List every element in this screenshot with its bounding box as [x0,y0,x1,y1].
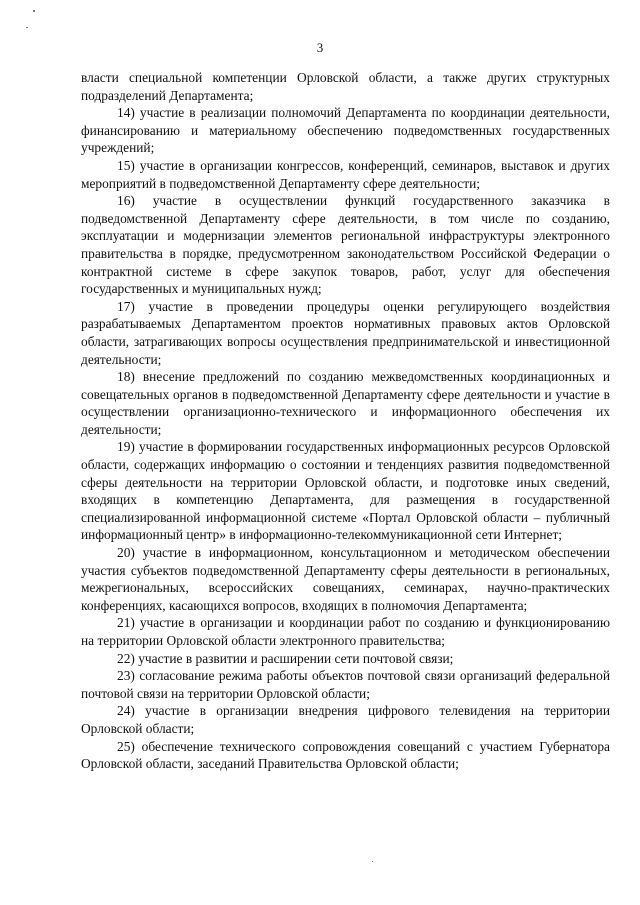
list-item-24: 24) участие в организации внедрения цифрового телевидения на территории Орловской области; [81,703,610,736]
page-number: 3 [316,40,324,55]
list-item-18: 18) внесение предложений по созданию межведомственных координационных и совещательных органов в подведомственной Департаменту сфере деятельности и участие в осуществлении организационно-технического и информационного обеспечения их деятельности; [81,369,610,437]
document-body [81,69,610,773]
list-item-19: 19) участие в формировании государственных информационных ресурсов Орловской области, содержащих информацию о состоянии и тенденциях развития подведомственной сферы деятельности на территории Орловской области, и подготовке иных сведений, входящих в компетенцию Департамента, для размещения в государственной специализированной информационной системе «Портал Орловской области – публичный информационный центр» в информационно-телекоммуникационной сети Интернет; [81,439,610,543]
scan-speck [26,27,28,28]
list-item-17: 17) участие в проведении процедуры оценки регулирующего воздействия разрабатываемых Департаментом проектов нормативных правовых актов Орловской области, затрагивающих вопросы осуществления предпринимательской и инвестиционной деятельности; [81,298,610,367]
list-item-16: 16) участие в осуществлении функций государственного заказчика в подведомственной Департаменту сфере деятельности, в том числе по созданию, эксплуатации и модернизации элементов региональной инфраструктуры электронного правительства в порядке, предусмотренном законодательством Российской Федерации о контрактной системе в сфере закупок товаров, работ, услуг для обеспечения государственных и муниципальных нужд; [81,193,610,297]
list-item-15: 15) участие в организации конгрессов, конференций, семинаров, выставок и других мероприятий в подведомственной Департаменту сфере деятельности; [81,157,610,191]
scan-speck [33,10,35,12]
list-item-21: 21) участие в организации и координации работ по созданию и функционированию на территории Орловской области электронного правительства; [81,615,610,648]
paragraph-continuation: власти специальной компетенции Орловской области, а также других структурных подразделений Департамента; [81,70,610,103]
list-item-25: 25) обеспечение технического сопровождения совещаний с участием Губернатора Орловской области, заседаний Правительства Орловской области; [81,738,610,772]
list-item-23: 23) согласование режима работы объектов почтовой связи организаций федеральной почтовой связи на территории Орловской области; [81,668,610,701]
scan-speck [372,861,373,862]
list-item-22: 22) участие в развитии и расширении сети почтовой связи; [117,650,454,666]
list-item-20: 20) участие в информационном, консультационном и методическом обеспечении участия субъектов подведомственной Департаменту сферы деятельности в региональных, межрегиональных, всероссийских совещаниях, семинарах, научно-практических конференциях, касающихся вопросов, входящих в полномочия Департамента; [81,545,610,613]
list-item-14: 14) участие в реализации полномочий Департамента по координации деятельности, финансированию и материальному обеспечению подведомственных государственных учреждений; [81,105,610,156]
